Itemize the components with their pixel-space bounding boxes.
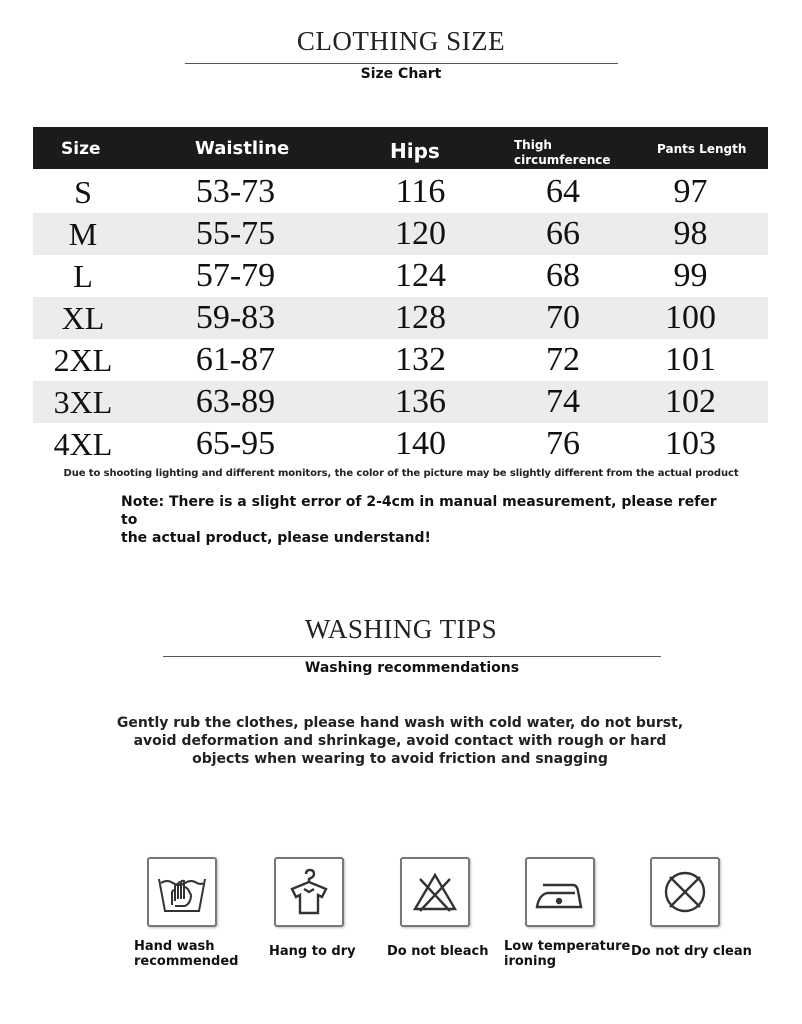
cell-thigh: 68 (546, 257, 580, 294)
cell-length: 98 (673, 215, 708, 252)
cell-hips: 116 (395, 173, 446, 210)
size-chart-subtitle: Size Chart (360, 66, 442, 82)
cell-length: 101 (665, 341, 716, 378)
cell-hips: 128 (395, 299, 446, 336)
low-iron-label (504, 939, 630, 969)
table-row (33, 297, 768, 339)
cell-size: 4XL (53, 426, 113, 462)
cell-size: L (73, 258, 93, 294)
table-row (33, 339, 768, 381)
hang-dry-label: Hang to dry (269, 944, 356, 959)
cell-thigh: 64 (546, 173, 580, 210)
desc-line3: objects when wearing to avoid friction and snagging (192, 751, 608, 767)
cell-length: 103 (665, 425, 716, 462)
header-size: Size (61, 139, 101, 159)
cell-size: 3XL (53, 384, 113, 420)
desc-line1: Gently rub the clothes, please hand wash with cold water, do not burst, (116, 715, 684, 731)
header-thigh-line1: Thigh (514, 138, 552, 152)
washing-tips-title: WASHING TIPS (304, 614, 498, 644)
cell-thigh: 74 (546, 383, 580, 420)
table-row (33, 381, 768, 423)
title-divider (185, 63, 618, 64)
cell-thigh: 70 (546, 299, 580, 336)
table-row (33, 171, 768, 213)
table-row (33, 255, 768, 297)
cell-waist: 63-89 (195, 383, 276, 420)
cell-size: 2XL (53, 342, 113, 378)
washing-divider (163, 656, 661, 657)
cell-thigh: 76 (546, 425, 580, 462)
cell-thigh: 66 (546, 215, 580, 252)
cell-length: 97 (673, 173, 708, 210)
cell-size: M (68, 216, 98, 252)
desc-line2: avoid deformation and shrinkage, avoid contact with rough or hard (133, 733, 667, 749)
header-pants-length: Pants Length (657, 142, 747, 156)
cell-hips: 124 (395, 257, 446, 294)
cell-waist: 59-83 (195, 299, 276, 336)
hang-dry-icon (274, 857, 344, 927)
cell-hips: 132 (395, 341, 446, 378)
label-line1: Hand wash (134, 939, 215, 954)
washing-subtitle: Washing recommendations (304, 660, 520, 676)
cell-length: 99 (673, 257, 708, 294)
measurement-note (121, 493, 721, 547)
hand-wash-icon (147, 857, 217, 927)
cell-size: XL (61, 300, 105, 336)
note-line2: the actual product, please understand! (121, 530, 431, 546)
cell-waist: 61-87 (195, 341, 276, 378)
clothing-size-title: CLOTHING SIZE (296, 26, 506, 56)
label-line2: ironing (504, 954, 557, 969)
no-bleach-icon (400, 857, 470, 927)
color-disclaimer: Due to shooting lighting and different monitors, the color of the picture may be slightly different from the actual product (63, 468, 739, 479)
cell-waist: 55-75 (195, 215, 276, 252)
cell-hips: 120 (395, 215, 446, 252)
cell-thigh: 72 (546, 341, 580, 378)
header-thigh-line2: circumference (514, 153, 611, 167)
washing-description (100, 714, 700, 768)
table-row (33, 423, 768, 465)
low-iron-icon (525, 857, 595, 927)
header-waistline: Waistline (195, 138, 290, 159)
size-table-header (33, 127, 768, 169)
no-dry-clean-icon (650, 857, 720, 927)
table-row (33, 213, 768, 255)
label-line2: recommended (134, 954, 239, 969)
no-dry-clean-label: Do not dry clean (631, 944, 752, 959)
cell-length: 100 (665, 299, 716, 336)
cell-length: 102 (665, 383, 716, 420)
no-bleach-label: Do not bleach (387, 944, 489, 959)
cell-waist: 65-95 (195, 425, 276, 462)
cell-waist: 53-73 (195, 173, 276, 210)
label-line1: Low temperature (504, 939, 631, 954)
hand-wash-label (134, 939, 238, 969)
cell-waist: 57-79 (195, 257, 276, 294)
header-thigh (514, 138, 611, 168)
note-line1: Note: There is a slight error of 2-4cm in manual measurement, please refer to (121, 494, 717, 528)
cell-hips: 136 (395, 383, 446, 420)
cell-size: S (74, 174, 92, 210)
header-hips: Hips (390, 139, 440, 163)
cell-hips: 140 (395, 425, 446, 462)
